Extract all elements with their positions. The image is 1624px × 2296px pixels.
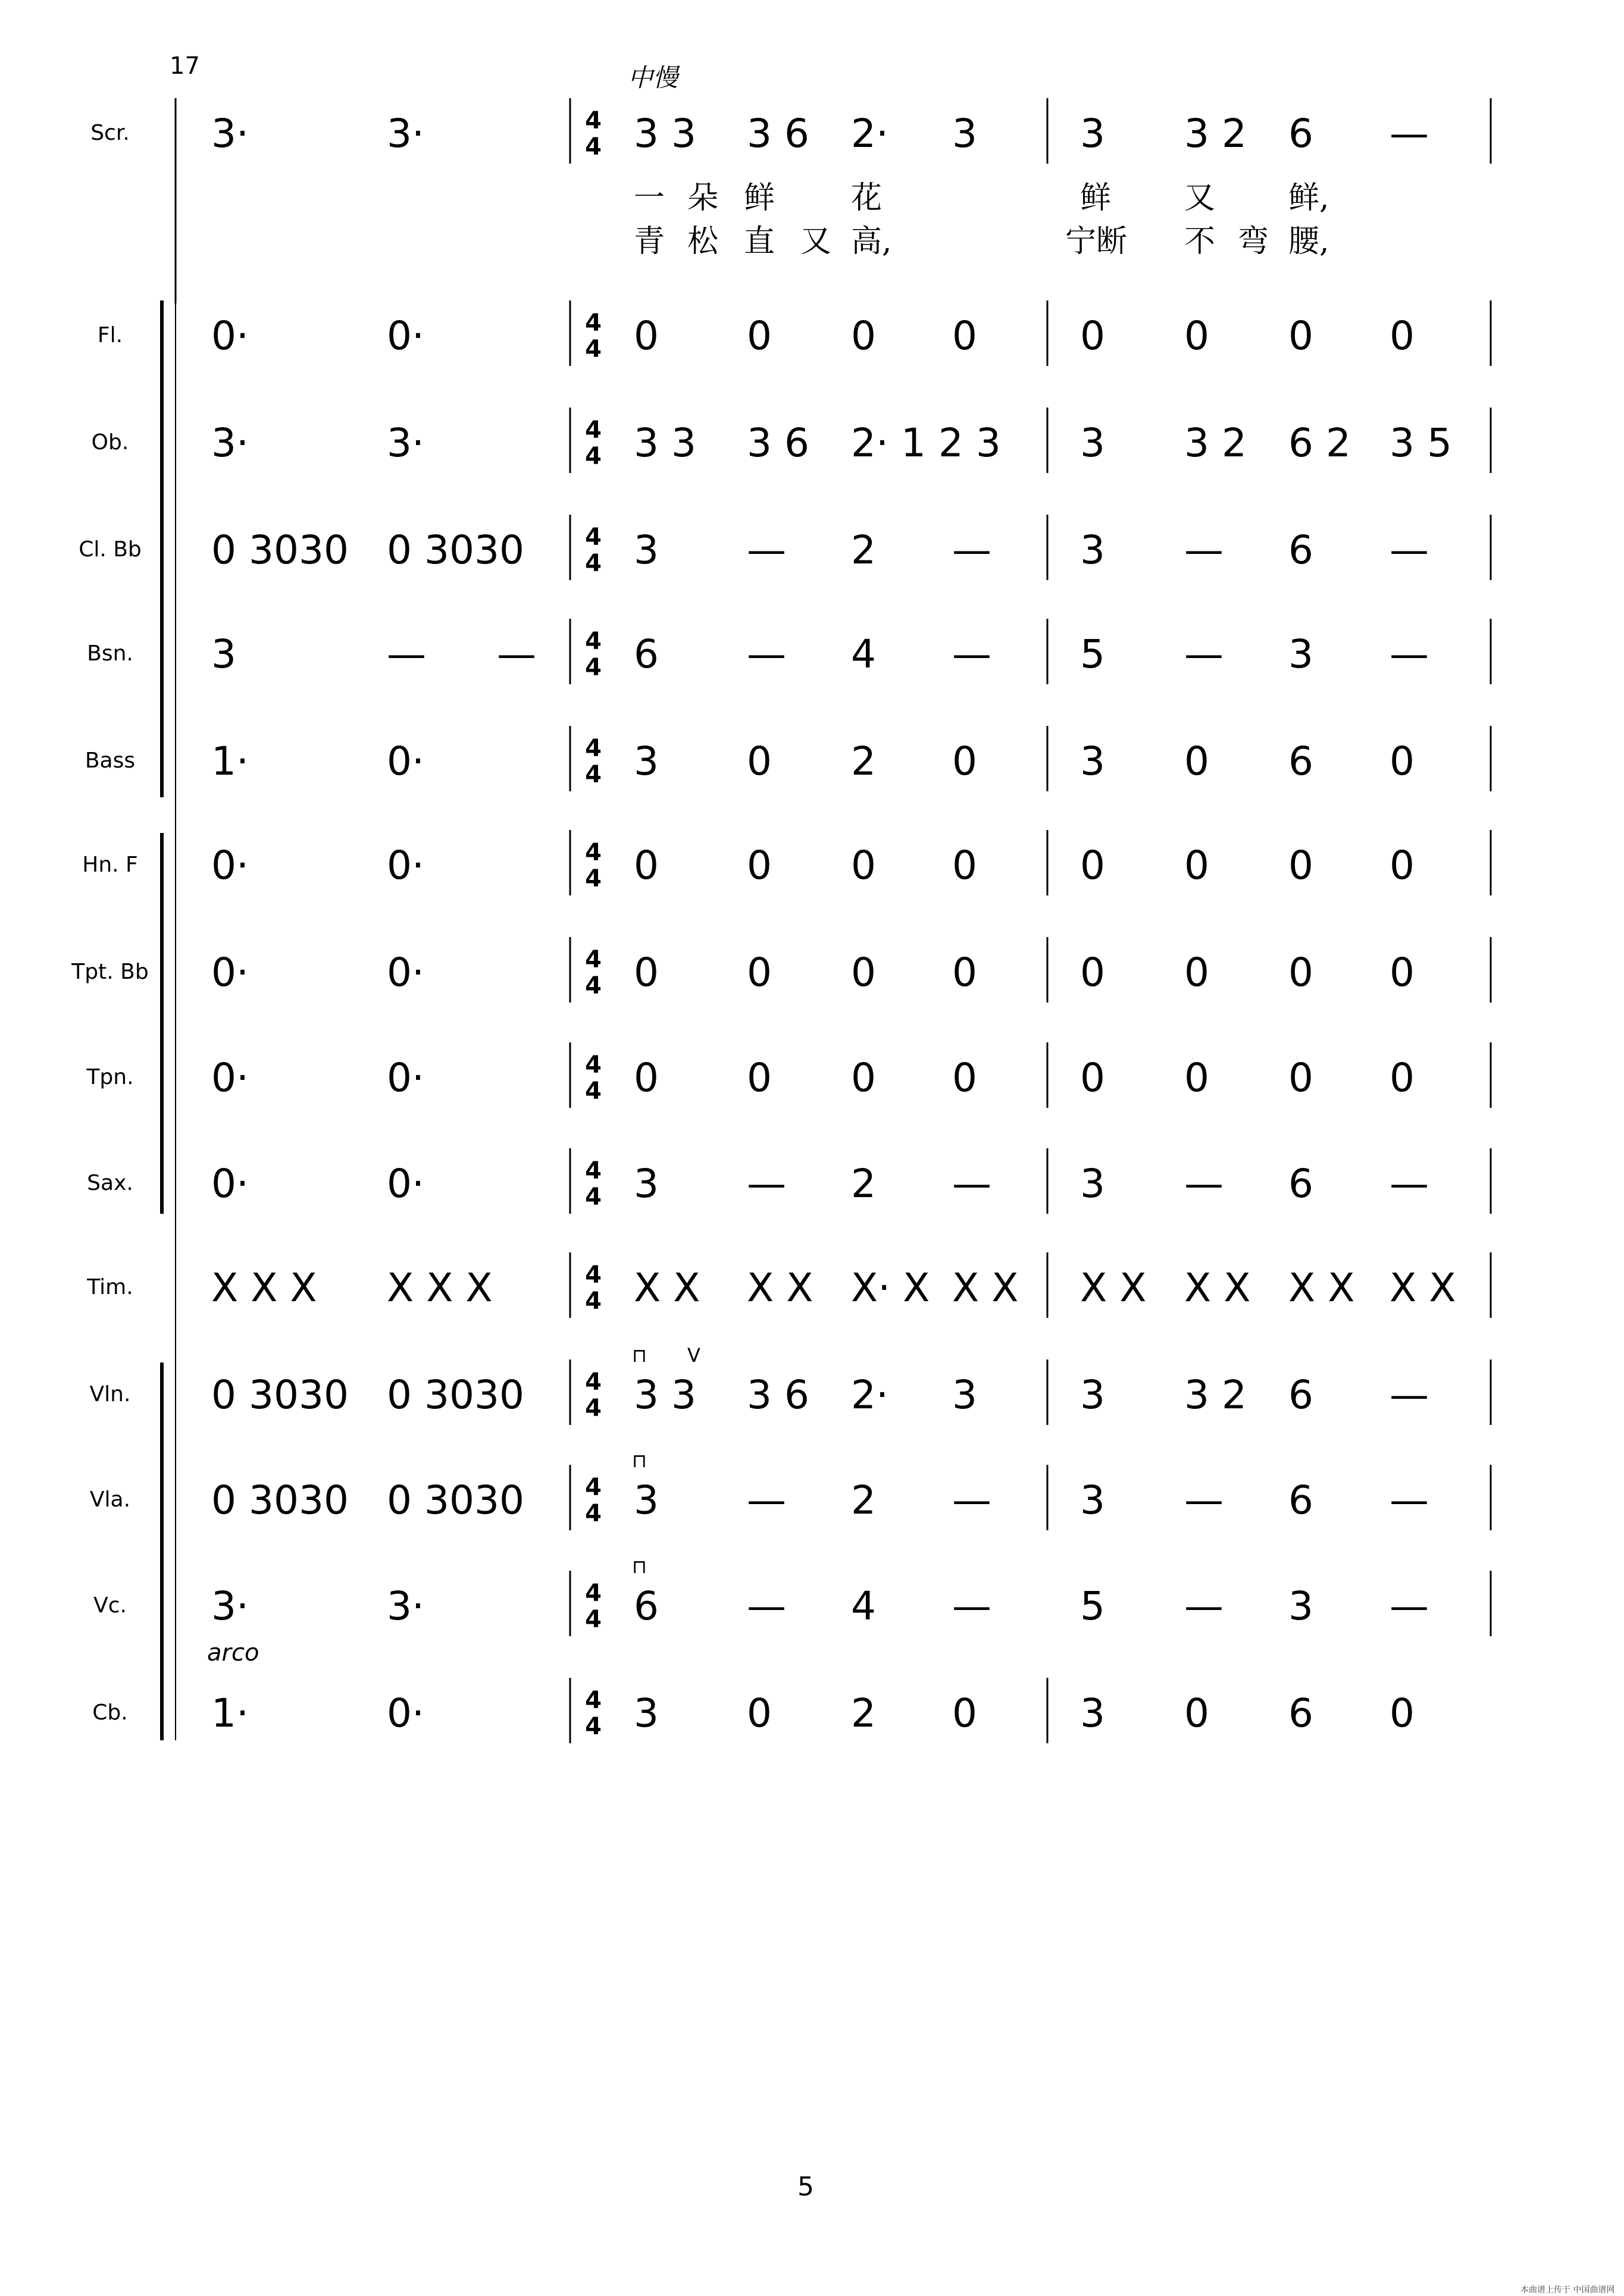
note-m3: 6 <box>1288 527 1313 573</box>
time-sig-top: 4 <box>585 1157 602 1185</box>
note-m3: — <box>1390 527 1429 573</box>
note-m2: 0 <box>747 1690 772 1736</box>
time-sig-bottom: 4 <box>585 443 602 470</box>
note-m1: 0· <box>211 1055 249 1101</box>
note-m3: 6 <box>1288 1690 1313 1736</box>
time-sig-bottom: 4 <box>585 1288 602 1315</box>
time-sig-top: 4 <box>585 839 602 866</box>
lyric-syllable: 不 <box>1184 224 1216 259</box>
lyric-syllable: 直 <box>744 224 775 259</box>
note-m2: 3 6 <box>747 420 809 466</box>
time-sig-top: 4 <box>585 1687 602 1714</box>
note-m3: 3 <box>1080 420 1105 466</box>
note-m1: 0· <box>211 842 249 888</box>
note-m1: 3· <box>211 111 249 156</box>
note-m1: 0· <box>387 1690 424 1736</box>
note-m2: 3 <box>634 1690 659 1736</box>
note-m2: X X <box>952 1265 1019 1311</box>
note-m3: 3 2 <box>1184 1372 1247 1418</box>
note-m2: 0 <box>851 1055 876 1101</box>
note-m1: — <box>497 631 536 677</box>
note-m1: 0· <box>387 1055 424 1101</box>
note-m2: 0 <box>634 842 659 888</box>
note-m1: 0 3030 <box>387 1477 524 1523</box>
note-m3: 0 <box>1288 950 1313 995</box>
lyric-syllable: 高, <box>851 224 892 259</box>
lyric-syllable: 朵 <box>687 180 719 216</box>
note-m2: 0 <box>747 842 772 888</box>
time-sig-top: 4 <box>585 1580 602 1607</box>
page-number: 5 <box>797 2172 814 2202</box>
note-m2: 0 <box>952 950 977 995</box>
watermark: 本曲谱上传于 中国曲谱网 <box>1520 2285 1615 2295</box>
time-sig-top: 4 <box>585 107 602 134</box>
bowing-mark: ⊓ <box>632 1555 647 1578</box>
note-m3: 6 <box>1288 1477 1313 1523</box>
note-m2: 0 <box>952 842 977 888</box>
note-m1: 1· <box>211 738 249 784</box>
tempo-marking: 中慢 <box>628 63 678 92</box>
note-m2: 2 <box>851 1477 876 1523</box>
lyric-syllable: 又 <box>1184 180 1216 216</box>
lyric-syllable: 又 <box>800 224 832 259</box>
note-m2: — <box>952 527 991 573</box>
note-m3: 0 <box>1390 1690 1415 1736</box>
note-m3: 0 <box>1288 313 1313 359</box>
note-m2: 0 <box>952 738 977 784</box>
time-sig-bottom: 4 <box>585 1713 602 1740</box>
lyric-syllable: 松 <box>687 224 719 259</box>
note-m2: — <box>747 1161 786 1207</box>
note-m1: 0· <box>211 313 249 359</box>
note-m3: — <box>1390 1477 1429 1523</box>
note-m2: 6 <box>634 1583 659 1629</box>
note-m2: 0 <box>747 313 772 359</box>
note-m3: 0 <box>1184 842 1209 888</box>
note-m1: 3 <box>211 631 236 677</box>
note-m1: 3· <box>387 111 424 156</box>
note-m3: 0 <box>1080 950 1105 995</box>
note-m2: X X <box>634 1265 700 1311</box>
note-m2: 2· <box>851 1372 888 1418</box>
time-sig-top: 4 <box>585 1051 602 1079</box>
note-m3: 6 <box>1288 1161 1313 1207</box>
note-m3: 0 <box>1080 1055 1105 1101</box>
instrument-label: Cl. Bb <box>79 537 142 562</box>
note-m3: 0 <box>1080 313 1105 359</box>
note-m3: X X <box>1080 1265 1147 1311</box>
note-m3: — <box>1184 527 1224 573</box>
note-m3: — <box>1390 631 1429 677</box>
note-m3: X X <box>1288 1265 1355 1311</box>
note-m1: — <box>387 631 426 677</box>
instrument-label: Sax. <box>87 1171 133 1195</box>
instrument-label: Vln. <box>89 1382 131 1407</box>
note-m2: 2· <box>851 111 888 156</box>
measure-number: 17 <box>170 52 200 80</box>
time-sig-bottom: 4 <box>585 654 602 681</box>
note-m3: 3 <box>1080 738 1105 784</box>
note-m2: 0 <box>747 950 772 995</box>
note-m3: 3 <box>1080 1690 1105 1736</box>
note-m2: 0 <box>634 1055 659 1101</box>
instrument-label: Tpt. Bb <box>71 960 149 984</box>
note-m3: 3 <box>1080 111 1105 156</box>
note-m3: 3 2 <box>1184 420 1247 466</box>
note-m1: 0· <box>211 950 249 995</box>
instrument-label: Tim. <box>87 1275 133 1299</box>
note-m2: — <box>952 631 991 677</box>
note-m1: X X X <box>211 1265 317 1311</box>
note-m2: 6 <box>634 631 659 677</box>
time-sig-bottom: 4 <box>585 550 602 577</box>
note-m2: — <box>747 631 786 677</box>
time-sig-bottom: 4 <box>585 1500 602 1527</box>
time-sig-top: 4 <box>585 524 602 551</box>
note-m1: X X X <box>387 1265 493 1311</box>
note-m2: 2 <box>851 1690 876 1736</box>
instrument-label: Hn. F <box>82 853 138 877</box>
lyric-syllable: 腰, <box>1288 224 1329 259</box>
note-m2: — <box>747 1477 786 1523</box>
note-m2: 3 <box>634 1477 659 1523</box>
note-m1: 1· <box>211 1690 249 1736</box>
note-m3: 5 <box>1080 1583 1105 1629</box>
time-sig-top: 4 <box>585 946 602 973</box>
time-sig-bottom: 4 <box>585 865 602 892</box>
lyric-syllable: 鲜, <box>1288 180 1329 216</box>
note-m3: 0 <box>1288 842 1313 888</box>
note-m3: 3 2 <box>1184 111 1247 156</box>
note-m3: 3 <box>1080 1161 1105 1207</box>
note-m3: 0 <box>1390 1055 1415 1101</box>
note-m2: — <box>952 1477 991 1523</box>
note-m3: 0 <box>1390 842 1415 888</box>
note-m3: 6 2 <box>1288 420 1351 466</box>
note-m2: 0 <box>952 1690 977 1736</box>
note-m1: 0· <box>211 1161 249 1207</box>
time-sig-top: 4 <box>585 1368 602 1396</box>
note-m1: 0· <box>387 738 424 784</box>
note-m1: 0 3030 <box>211 1477 349 1523</box>
note-m2: — <box>747 1583 786 1629</box>
note-m3: 0 <box>1390 313 1415 359</box>
note-m3: 6 <box>1288 738 1313 784</box>
lyric-syllable: 花 <box>851 180 883 216</box>
instrument-label: Tpn. <box>86 1065 134 1089</box>
note-m2: 0 <box>634 313 659 359</box>
instrument-label: Bsn. <box>87 641 133 666</box>
bowing-mark: V <box>687 1344 700 1367</box>
note-m3: 6 <box>1288 111 1313 156</box>
instrument-label: Scr. <box>90 121 130 145</box>
note-m2: — <box>952 1161 991 1207</box>
lyric-syllable: 鲜 <box>744 180 775 216</box>
time-sig-bottom: 4 <box>585 336 602 363</box>
note-m3: — <box>1184 631 1224 677</box>
note-m3: — <box>1390 1583 1429 1629</box>
note-m1: 3· <box>211 1583 249 1629</box>
note-m3: — <box>1390 1161 1429 1207</box>
note-m3: 3 <box>1080 1372 1105 1418</box>
time-sig-top: 4 <box>585 628 602 655</box>
note-m2: 0 <box>952 313 977 359</box>
lyric-syllable: 青 <box>634 224 665 259</box>
note-m2: 3 3 <box>634 1372 696 1418</box>
note-m1: 0 3030 <box>211 1372 349 1418</box>
note-m3: — <box>1184 1583 1224 1629</box>
note-m3: 0 <box>1080 842 1105 888</box>
note-m3: 5 <box>1080 631 1105 677</box>
note-m2: 0 <box>952 1055 977 1101</box>
note-m3: — <box>1390 111 1429 156</box>
instrument-label: Vc. <box>93 1593 127 1618</box>
note-m1: 3· <box>387 420 424 466</box>
note-m3: — <box>1184 1161 1224 1207</box>
note-m3: 0 <box>1184 950 1209 995</box>
note-m2: 3 6 <box>747 1372 809 1418</box>
note-m1: 0 3030 <box>387 527 524 573</box>
note-m3: 3 <box>1288 1583 1313 1629</box>
time-sig-top: 4 <box>585 309 602 337</box>
note-m3: 0 <box>1184 1055 1209 1101</box>
note-m2: 0 <box>747 1055 772 1101</box>
note-m1: 0 3030 <box>211 527 349 573</box>
note-m3: 0 <box>1184 738 1209 784</box>
time-sig-bottom: 4 <box>585 1606 602 1633</box>
note-m2: 3 <box>952 1372 977 1418</box>
note-m1: 3· <box>211 420 249 466</box>
note-m2: 2 <box>851 738 876 784</box>
note-m3: 0 <box>1184 1690 1209 1736</box>
time-sig-top: 4 <box>585 1261 602 1289</box>
time-sig-bottom: 4 <box>585 1077 602 1105</box>
note-m2: 3 <box>634 738 659 784</box>
note-m3: 3 5 <box>1390 420 1452 466</box>
lyric-syllable: 弯 <box>1238 224 1269 259</box>
note-m3: 3 <box>1080 1477 1105 1523</box>
bowing-mark: ⊓ <box>632 1344 647 1367</box>
note-m2: 2 <box>851 527 876 573</box>
note-m3: X X <box>1184 1265 1251 1311</box>
note-m3: 0 <box>1288 1055 1313 1101</box>
note-m2: — <box>747 527 786 573</box>
note-m2: 0 <box>851 313 876 359</box>
time-sig-top: 4 <box>585 735 602 762</box>
note-m2: 3 <box>952 111 977 156</box>
note-m2: 3 <box>634 527 659 573</box>
lyric-syllable: 宁断 <box>1065 224 1128 259</box>
note-m2: 0 <box>851 950 876 995</box>
note-m2: 3 <box>634 1161 659 1207</box>
note-m2: 3 6 <box>747 111 809 156</box>
note-m1: 0· <box>387 1161 424 1207</box>
bowing-mark: ⊓ <box>632 1449 647 1472</box>
note-m2: X· X <box>851 1265 930 1311</box>
lyric-syllable: 鲜 <box>1080 180 1112 216</box>
time-sig-bottom: 4 <box>585 1183 602 1211</box>
note-m3: 6 <box>1288 1372 1313 1418</box>
instrument-label: Vla. <box>89 1487 131 1512</box>
note-m2: 2 <box>851 1161 876 1207</box>
note-m3: 0 <box>1184 313 1209 359</box>
instrument-label: Bass <box>85 748 136 773</box>
time-sig-bottom: 4 <box>585 1395 602 1422</box>
instrument-label: Cb. <box>92 1700 128 1725</box>
lyric-syllable: 一 <box>634 180 665 216</box>
instrument-label: Ob. <box>91 430 129 455</box>
note-m2: 0 <box>634 950 659 995</box>
note-m2: — <box>952 1583 991 1629</box>
note-m2: 4 <box>851 631 876 677</box>
note-m1: 3· <box>387 1583 424 1629</box>
note-m3: — <box>1390 1372 1429 1418</box>
note-m2: 0 <box>851 842 876 888</box>
note-m2: 3 3 <box>634 111 696 156</box>
note-m3: 3 <box>1080 527 1105 573</box>
instrument-label: Fl. <box>97 323 123 347</box>
note-m1: 0· <box>387 950 424 995</box>
note-m3: — <box>1184 1477 1224 1523</box>
arco-marking: arco <box>207 1639 259 1667</box>
note-m2: 4 <box>851 1583 876 1629</box>
time-sig-top: 4 <box>585 1474 602 1501</box>
note-m3: 3 <box>1288 631 1313 677</box>
note-m1: 0· <box>387 313 424 359</box>
note-m2: 2· 1 2 3 <box>851 420 1001 466</box>
note-m1: 0 3030 <box>387 1372 524 1418</box>
note-m2: 3 3 <box>634 420 696 466</box>
note-m1: 0· <box>387 842 424 888</box>
time-sig-bottom: 4 <box>585 761 602 788</box>
time-sig-bottom: 4 <box>585 972 602 1000</box>
time-sig-bottom: 4 <box>585 133 602 161</box>
note-m3: X X <box>1390 1265 1456 1311</box>
note-m3: 0 <box>1390 738 1415 784</box>
note-m2: 0 <box>747 738 772 784</box>
note-m3: 0 <box>1390 950 1415 995</box>
note-m2: X X <box>747 1265 813 1311</box>
time-sig-top: 4 <box>585 416 602 444</box>
